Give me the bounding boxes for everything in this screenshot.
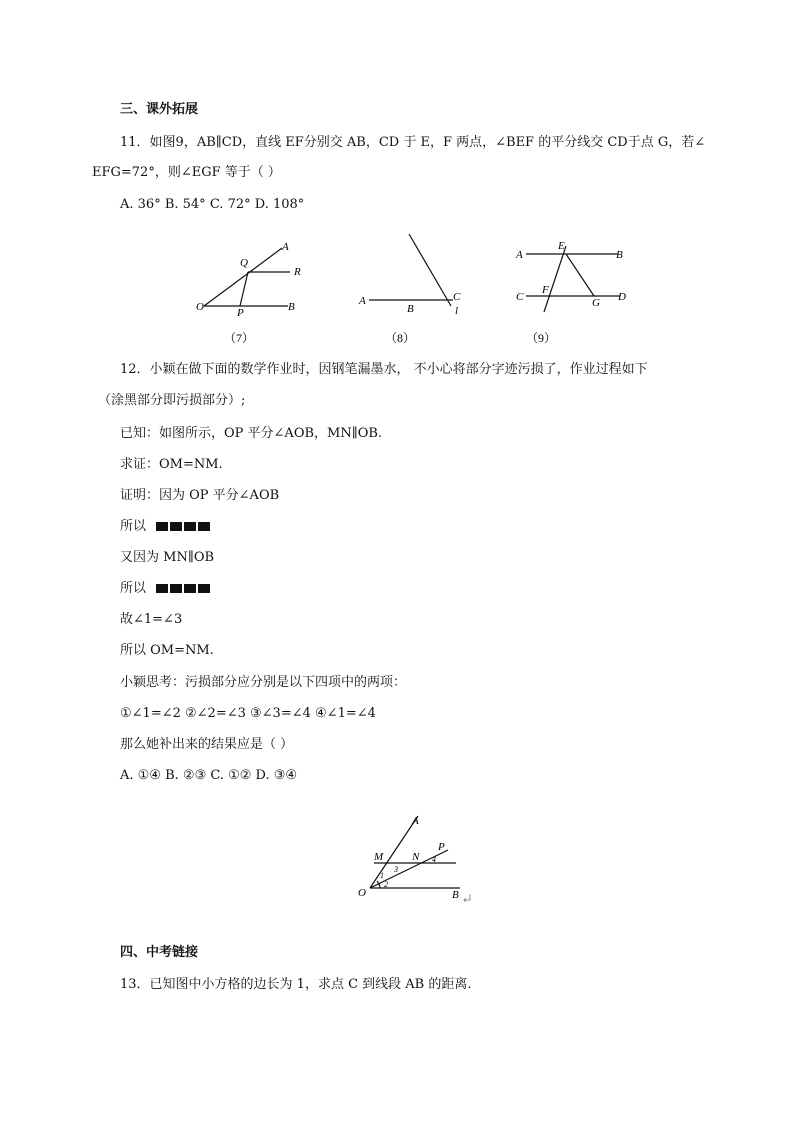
ink-blot xyxy=(156,581,212,596)
fig7-label-q: Q xyxy=(240,257,248,269)
q12fig-label-o: O xyxy=(358,887,366,899)
fig8-label-a: A xyxy=(359,295,366,307)
ink-blot xyxy=(156,519,212,534)
q12-so-blotted-1 xyxy=(120,518,212,536)
fig9-label-g: G xyxy=(592,297,600,309)
q12-conclusion: 所以 OM=NM. xyxy=(120,643,214,658)
q12-given: 已知：如图所示，OP 平分∠AOB，MN∥OB. xyxy=(120,426,383,441)
fig7-label-o: O xyxy=(196,301,204,313)
section-title-exam-link: 四、中考链接 xyxy=(120,945,199,960)
figure-7 xyxy=(190,236,320,346)
q12-therefore: 故∠1=∠3 xyxy=(120,612,183,627)
q12-so1-label: 所以 xyxy=(120,519,147,534)
fig8-caption: （8） xyxy=(385,331,416,345)
fig9-caption: （9） xyxy=(526,331,557,345)
fig9-label-a: A xyxy=(516,249,523,261)
fig8-label-b: B xyxy=(407,303,414,315)
q12fig-label-1: 1 xyxy=(380,871,384,880)
q12fig-label-4: 4 xyxy=(432,855,436,864)
fig9-label-c: C xyxy=(516,291,524,303)
q12-options: A. ①④ B. ②③ C. ①② D. ③④ xyxy=(120,768,298,783)
q12-think: 小颖思考：污损部分应分别是以下四项中的两项： xyxy=(120,675,407,690)
fig7-caption: （7） xyxy=(224,331,255,345)
fig9-label-f: F xyxy=(542,284,549,296)
fig9-label-d: D xyxy=(618,291,626,303)
q11-text-line2: EFG=72°，则∠EGF 等于（ ） xyxy=(92,165,281,180)
q12fig-label-2: 2 xyxy=(384,880,388,889)
q12-items: ①∠1=∠2 ②∠2=∠3 ③∠3=∠4 ④∠1=∠4 xyxy=(120,706,376,721)
figure-9 xyxy=(510,236,640,346)
q12-prove: 求证：OM=NM. xyxy=(120,457,223,472)
q12-text-line1: 12．小颖在做下面的数学作业时，因钢笔漏墨水， 不小心将部分字迹污损了，作业过程如下 xyxy=(120,362,648,377)
q12fig-label-n: N xyxy=(412,851,420,863)
q12fig-label-m: M xyxy=(374,851,384,863)
return-mark-icon xyxy=(464,894,470,902)
q13-text: 13．已知图中小方格的边长为 1，求点 C 到线段 AB 的距离. xyxy=(120,977,472,992)
q11-text-line1: 11．如图9，AB∥CD，直线 EF分别交 AB，CD 于 E，F 两点，∠BEF 的平分线交 CD于点 G，若∠ xyxy=(120,135,706,150)
q12fig-label-b: B xyxy=(452,889,459,901)
section-title-extension: 三、课外拓展 xyxy=(120,102,199,117)
fig8-label-l: l xyxy=(455,305,459,317)
q12-proof-step1: 证明：因为 OP 平分∠AOB xyxy=(120,488,280,503)
q12-so-blotted-2 xyxy=(120,580,212,598)
q12-ask: 那么她补出来的结果应是（ ） xyxy=(120,737,294,752)
fig9-label-e: E xyxy=(558,240,565,252)
q12-also: 又因为 MN∥OB xyxy=(120,550,215,565)
q12-so2-label: 所以 xyxy=(120,581,147,596)
fig7-label-p: P xyxy=(237,307,244,319)
figure-8 xyxy=(355,226,485,346)
figure-q12 xyxy=(350,808,490,908)
q12-text-line2: （涂黑部分即污损部分）; xyxy=(98,393,246,408)
fig9-label-b: B xyxy=(616,249,623,261)
q12fig-label-3: 3 xyxy=(394,865,398,874)
fig7-label-b: B xyxy=(288,301,295,313)
fig7-label-a: A xyxy=(282,241,289,253)
q12fig-label-a: A xyxy=(412,815,419,827)
fig7-label-r: R xyxy=(294,266,301,278)
fig8-label-c: C xyxy=(453,291,461,303)
q12fig-label-p: P xyxy=(438,841,445,853)
q11-options: A. 36° B. 54° C. 72° D. 108° xyxy=(120,197,305,212)
